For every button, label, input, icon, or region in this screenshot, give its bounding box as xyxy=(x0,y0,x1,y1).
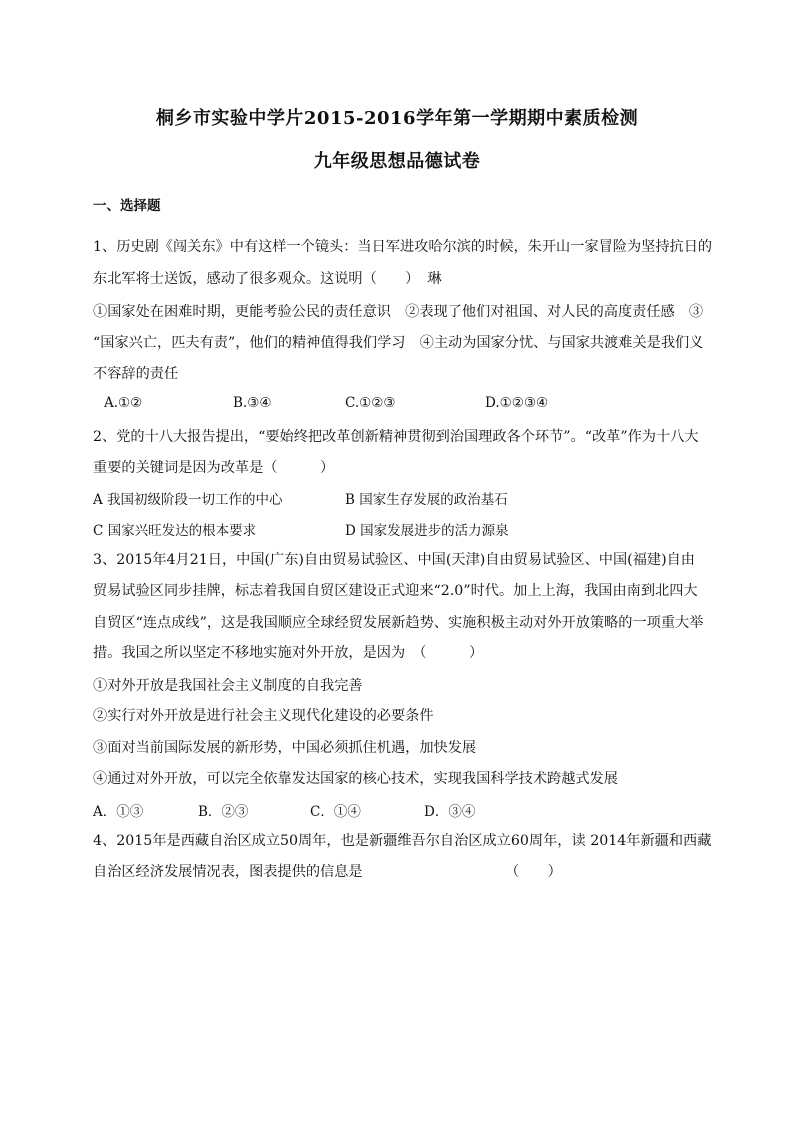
q3-stem-line2: 贸易试验区同步挂牌，标志着我国自贸区建设正式迎来“2.0”时代。加上上海，我国由南到北四大 xyxy=(93,583,698,599)
q2-option-c: C 国家兴旺发达的根本要求 xyxy=(93,523,257,539)
q4-answer-paren: （ ） xyxy=(505,864,562,880)
section-heading: 一、选择题 xyxy=(93,198,161,214)
q3-option-d: D．③④ xyxy=(424,804,476,820)
q3-statement-1: ①对外开放是我国社会主义制度的自我完善 xyxy=(93,678,363,694)
q2-stem-line1: 2、党的十八大报告提出，“要始终把改革创新精神贯彻到治国理政各个环节”。“改革”作为十八大 xyxy=(93,429,699,445)
q1-statement-line3: 不容辞的责任 xyxy=(93,366,179,382)
q2-option-b: B 国家生存发展的政治基石 xyxy=(345,492,508,508)
q2-stem-line2: 重要的关键词是因为改革是（ ） xyxy=(93,460,335,476)
exam-subtitle: 九年级思想品德试卷 xyxy=(313,151,481,172)
q4-stem-line2: 自治区经济发展情况表，图表提供的信息是 xyxy=(93,864,363,880)
q2-option-d: D 国家发展进步的活力源泉 xyxy=(345,523,509,539)
q3-stem-line4: 措。我国之所以坚定不移地实施对外开放，是因为 （ ） xyxy=(93,645,484,661)
q1-stem-text: 东北军将士送饭，感动了很多观众。这说明（ ） xyxy=(93,271,420,287)
q4-stem-line1: 4、2015年是西藏自治区成立50周年，也是新疆维吾尔自治区成立60周年，读 2014年新疆和西藏 xyxy=(93,833,712,849)
q3-statement-3: ③面对当前国际发展的新形势，中国必须抓住机遇，加快发展 xyxy=(93,740,477,756)
q3-option-c: C．①④ xyxy=(310,804,361,820)
q3-statement-4: ④通过对外开放，可以完全依靠发达国家的核心技术，实现我国科学技术跨越式发展 xyxy=(93,771,618,787)
q3-option-a: A．①③ xyxy=(93,804,144,820)
q1-statement-line2: “国家兴亡，匹夫有责”，他们的精神值得我们学习 ④主动为国家分忧、与国家共渡难关是我们义 xyxy=(93,335,704,351)
q1-stem-line1: 1、历史剧《闯关东》中有这样一个镜头：当日军进攻哈尔滨的时候，朱开山一家冒险为坚持抗日的 xyxy=(93,239,713,255)
q3-stem-line1: 3、2015年4月21日，中国(广东)自由贸易试验区、中国(天津)自由贸易试验区、中国(福建)自由 xyxy=(93,552,695,568)
q3-option-b: B．②③ xyxy=(198,804,249,820)
q1-option-d: D.①②③④ xyxy=(485,395,549,411)
exam-title: 桐乡市实验中学片2015-2016学年第一学期期中素质检测 xyxy=(155,108,639,129)
q3-stem-line3: 自贸区“连点成线”，这是我国顺应全球经贸发展新趋势、实施积极主动对外开放策略的一项重大举 xyxy=(93,615,704,631)
q2-option-a: A 我国初级阶段一切工作的中心 xyxy=(93,492,283,508)
q1-stem-line2 xyxy=(93,268,442,288)
q1-statement-line1: ①国家处在困难时期，更能考验公民的责任意识 ②表现了他们对祖国、对人民的高度责任感 ③ xyxy=(93,304,704,320)
q1-stray-mark: 琳 xyxy=(427,271,442,287)
q1-option-b: B.③④ xyxy=(233,395,272,411)
q3-statement-2: ②实行对外开放是进行社会主义现代化建设的必要条件 xyxy=(93,708,434,724)
q1-option-c: C.①②③ xyxy=(345,395,396,411)
q1-option-a: A.①② xyxy=(104,395,143,411)
